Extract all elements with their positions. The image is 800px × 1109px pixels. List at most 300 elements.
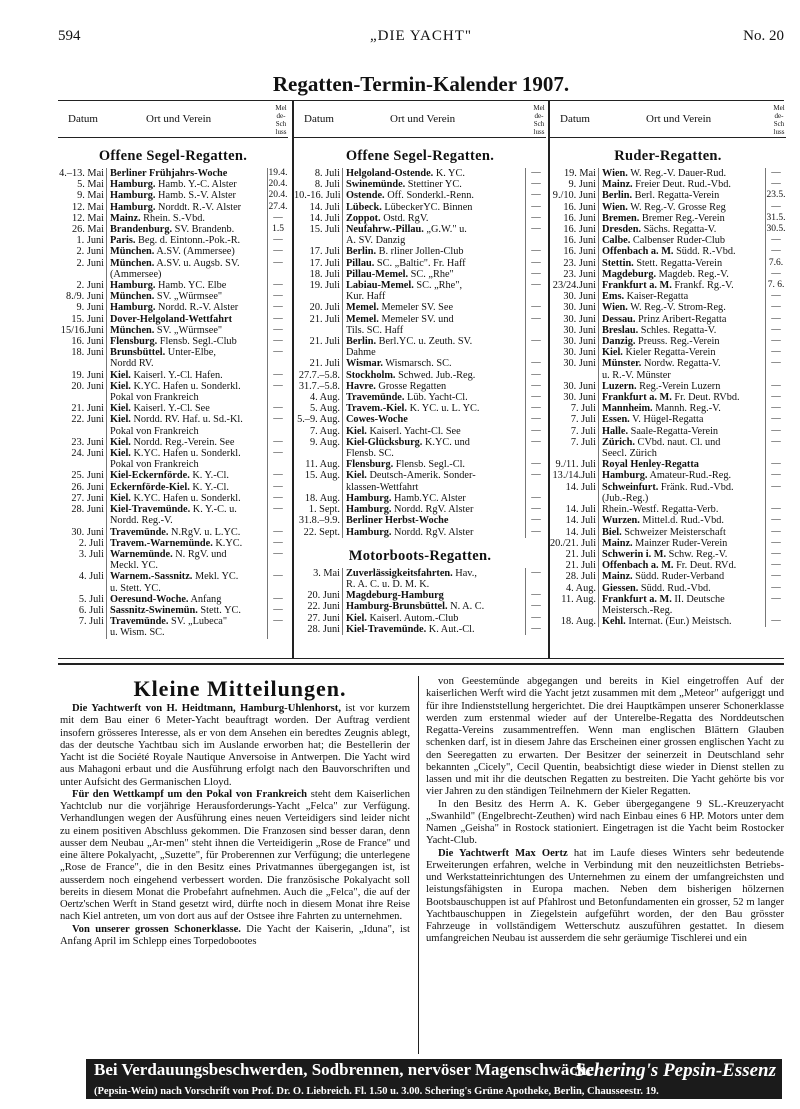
regatta-date: 27. Juni xyxy=(307,612,340,624)
regatta-place: Kiel-Travemünde. xyxy=(110,504,191,516)
regatta-venue xyxy=(598,448,765,459)
regatta-date: 21. Juli xyxy=(565,560,596,572)
regatta-date: 1. Juni xyxy=(76,235,104,247)
regatta-row xyxy=(58,515,288,526)
regatta-venue xyxy=(106,370,267,381)
regatta-venue xyxy=(598,280,765,291)
regatta-place: Kiel-Travemünde. xyxy=(346,623,427,635)
regatta-venue xyxy=(598,605,765,616)
regatta-row xyxy=(550,482,786,493)
regatta-venue xyxy=(342,381,525,392)
regatta-club: K.YC. Hafen u. Sonderkl. xyxy=(130,380,241,392)
regatta-club: Flensb. SC. xyxy=(346,448,394,460)
page-header xyxy=(58,28,784,50)
regatta-date: 16. Juni xyxy=(563,246,596,258)
regatta-club: Nordw. Regatta-V. xyxy=(641,358,721,370)
regatta-club: SC. „Rhe", xyxy=(413,280,463,292)
regatta-venue xyxy=(342,190,525,201)
regatta-row xyxy=(58,314,288,325)
regatta-row xyxy=(294,269,546,280)
regatta-row xyxy=(58,571,288,582)
regatta-date: 12. Mai xyxy=(71,201,104,213)
regatta-club: Freier Deut. Rud.-Vbd. xyxy=(632,179,731,191)
column-header xyxy=(550,101,786,138)
regatta-venue xyxy=(342,613,525,624)
regatta-place: Frankfurt a. M. xyxy=(602,280,672,292)
regatta-date: 5. Aug. xyxy=(309,403,340,415)
regatta-deadline xyxy=(765,448,786,459)
regatta-row xyxy=(294,347,546,358)
regatta-row xyxy=(550,381,786,392)
header-ort: Ort und Verein xyxy=(646,113,712,125)
regatta-row xyxy=(58,403,288,414)
regatta-date: 18. Aug. xyxy=(560,616,596,628)
regatta-venue xyxy=(342,179,525,190)
regatta-deadline: — xyxy=(525,246,546,257)
regatta-venue xyxy=(342,482,525,493)
regatta-deadline: — xyxy=(525,370,546,381)
regatta-club: Seecl. Zürich xyxy=(602,448,657,460)
regatta-club: Frankf. Rg.-V. xyxy=(671,280,734,292)
regatta-date xyxy=(58,426,106,437)
regatta-club: Schweizer Meisterschaft xyxy=(621,526,726,538)
regatta-date: 30. Juni xyxy=(563,302,596,314)
regatta-venue xyxy=(598,358,765,369)
regatta-deadline xyxy=(765,370,786,381)
regatta-club: SV. „Würmsee" xyxy=(154,324,223,336)
regatta-club: Wismarsch. SC. xyxy=(382,358,452,370)
calendar-column xyxy=(58,101,288,658)
regatta-row xyxy=(294,624,546,635)
regatta-row xyxy=(294,437,546,448)
regatta-deadline: — xyxy=(267,235,288,246)
regatta-venue xyxy=(598,560,765,571)
regatta-date: 3. Mai xyxy=(313,567,340,579)
regatta-club: (Ammersee) xyxy=(110,268,162,280)
regatta-deadline: — xyxy=(525,213,546,224)
regatta-row xyxy=(550,302,786,313)
regatta-deadline: — xyxy=(267,538,288,549)
regatta-venue xyxy=(106,190,267,201)
regatta-place: Zoppot. xyxy=(346,212,381,224)
regatta-row xyxy=(550,437,786,448)
regatta-place: Brunsbüttel. xyxy=(110,347,166,359)
article-body: Die Yacht der Kaiserin, „Iduna", ist Anfang April im Schlepp eines Torpedobootes xyxy=(60,923,410,947)
regatta-deadline: — xyxy=(525,358,546,369)
regatta-place: Sassnitz-Swinemün. xyxy=(110,604,198,616)
regatta-place: Calbe. xyxy=(602,235,631,247)
regatta-row xyxy=(294,493,546,504)
regatta-row xyxy=(550,179,786,190)
regatta-club: A.SV. u. Augsb. SV. xyxy=(154,257,240,269)
regatta-date: 16. Juni xyxy=(71,336,104,348)
regatta-deadline: — xyxy=(525,601,546,612)
regatta-deadline: — xyxy=(765,302,786,313)
regatta-date xyxy=(58,459,106,470)
regatta-venue xyxy=(106,426,267,437)
regatta-deadline: — xyxy=(765,459,786,470)
regatta-row xyxy=(58,392,288,403)
regatta-date: 30. Juni xyxy=(563,358,596,370)
regatta-date: 8. Juli xyxy=(314,179,340,191)
regatta-club: Stett. YC. xyxy=(197,604,241,616)
regatta-row xyxy=(294,527,546,538)
regatta-place: Breslau. xyxy=(602,324,639,336)
regatta-row xyxy=(58,504,288,515)
regatta-club: Anfang xyxy=(188,593,222,605)
regatta-place: Paris. xyxy=(110,235,136,247)
header-melde: Melde-Schluss xyxy=(275,104,287,136)
regatta-venue xyxy=(598,571,765,582)
regatta-date: 19. Juli xyxy=(309,280,340,292)
regatta-row xyxy=(550,470,786,481)
regatta-venue xyxy=(106,202,267,213)
regatta-deadline: — xyxy=(765,482,786,493)
regatta-row xyxy=(58,627,288,638)
regatta-venue xyxy=(106,605,267,616)
regatta-venue xyxy=(598,258,765,269)
regatta-date: 26. Juni xyxy=(71,481,104,493)
regatta-club: Pokal von Frankreich xyxy=(110,425,199,437)
regatta-deadline: — xyxy=(525,392,546,403)
regatta-deadline: — xyxy=(525,493,546,504)
regatta-row xyxy=(58,370,288,381)
regatta-row xyxy=(550,336,786,347)
regatta-club: LübeckerYC. Binnen xyxy=(381,201,473,213)
regatta-row xyxy=(294,280,546,291)
regatta-club: Kaiser-Regatta xyxy=(624,291,689,303)
regatta-club: Pokal von Frankreich xyxy=(110,459,199,471)
regatta-venue xyxy=(598,336,765,347)
regatta-place: Kiel-Eckernförde. xyxy=(110,470,190,482)
regatta-date: 23/24.Juni xyxy=(552,280,596,292)
regatta-date: 24. Juni xyxy=(71,448,104,460)
regatta-row xyxy=(58,202,288,213)
regatta-date: 17. Juli xyxy=(309,257,340,269)
regatta-row xyxy=(294,590,546,601)
regatta-club: Memeler SV. See xyxy=(378,302,454,314)
regatta-venue xyxy=(106,414,267,425)
regatta-place: Pillau-Memel. xyxy=(346,268,409,280)
header-datum: Datum xyxy=(68,113,98,125)
regatta-place: Magdeburg. xyxy=(602,268,657,280)
regatta-club: (Jub.-Reg.) xyxy=(602,492,649,504)
regatta-venue xyxy=(342,392,525,403)
regatta-deadline: — xyxy=(267,470,288,481)
regatta-club: Nordd. RgV. Alster xyxy=(391,504,474,516)
regatta-deadline: — xyxy=(525,568,546,579)
regatta-venue xyxy=(106,515,267,526)
regatta-club: Pokal von Frankreich xyxy=(110,392,199,404)
section-title: Ruder-Regatten. xyxy=(614,148,722,164)
regatta-deadline: — xyxy=(765,325,786,336)
regatta-venue xyxy=(598,291,765,302)
regatta-row xyxy=(550,459,786,470)
regatta-date: 9. Juni xyxy=(568,179,596,191)
regatta-date: 11. Aug. xyxy=(561,593,596,605)
regatta-row xyxy=(550,246,786,257)
regatta-place: Lübeck. xyxy=(346,201,382,213)
regatta-venue xyxy=(106,291,267,302)
regatta-row xyxy=(294,482,546,493)
regatta-place: Kiel. xyxy=(110,414,131,426)
regatta-venue xyxy=(342,291,525,302)
header-ort: Ort und Verein xyxy=(146,113,212,125)
regatta-place: Brandenburg. xyxy=(110,224,173,236)
regatta-deadline: — xyxy=(765,549,786,560)
regatta-date: 16. Juni xyxy=(563,201,596,213)
regatta-deadline: — xyxy=(267,448,288,459)
mitteilungen-left-column xyxy=(60,703,410,948)
regatta-club: R. A. C. u. D. M. K. xyxy=(346,578,430,590)
regatta-place: Hamburg. xyxy=(110,302,156,314)
regatta-club: K. YC. xyxy=(433,168,465,179)
regatta-row xyxy=(58,291,288,302)
regatta-place: Flensburg. xyxy=(110,336,158,348)
regatta-row xyxy=(58,560,288,571)
regatta-place: Kiel-Glücksburg. xyxy=(346,436,423,448)
regatta-venue xyxy=(342,347,525,358)
regatta-date: 23. Juni xyxy=(563,268,596,280)
regatta-place: Kiel. xyxy=(110,448,131,460)
regatta-date: 7. Juli xyxy=(570,414,596,426)
regatta-date: 21. Juli xyxy=(565,548,596,560)
article-body: In den Besitz des Herrn A. K. Geber übergegangene 9 SL.-Kreuzeryacht „Swanhild" (Engelbrecht-Zeuthen) wird nach Einbau eines 6 HP. Motors unter dem Namen „Geisha" in Rostock stationiert. Eingetragen ist die Yacht beim Rostocker Yacht-Club. xyxy=(426,798,784,847)
regatta-place: Luzern. xyxy=(602,380,637,392)
regatta-deadline: — xyxy=(765,426,786,437)
ad-headline: Bei Verdauungsbeschwerden, Sodbrennen, nervöser Magenschwäche xyxy=(94,1060,594,1079)
regatta-place: Neufahrw.-Pillau. xyxy=(346,224,424,236)
article-paragraph xyxy=(60,789,410,924)
regatta-venue xyxy=(342,314,525,325)
regatta-date: 27.7.–5.8. xyxy=(298,369,340,381)
regatta-deadline: 19.4. xyxy=(268,168,288,178)
regatta-club: Internat. (Eur.) Meistsch. xyxy=(625,616,732,628)
regatta-deadline: — xyxy=(765,202,786,213)
regatta-deadline: — xyxy=(765,437,786,448)
regatta-deadline xyxy=(525,448,546,459)
regatta-venue xyxy=(598,302,765,313)
regatta-deadline: — xyxy=(525,504,546,515)
regatta-club: K. Aut.-Cl. xyxy=(426,623,475,635)
regatta-deadline: — xyxy=(525,403,546,414)
regatta-deadline: — xyxy=(765,269,786,280)
regatta-venue xyxy=(106,235,267,246)
regatta-venue xyxy=(342,426,525,437)
page-number: 594 xyxy=(58,28,81,44)
regatta-deadline xyxy=(267,426,288,437)
regatta-venue xyxy=(342,493,525,504)
regatta-place: Giessen. xyxy=(602,582,639,594)
regatta-deadline: — xyxy=(525,336,546,347)
regatta-place: Kiel. xyxy=(110,492,131,504)
regatta-place: Offenbach a. M. xyxy=(602,246,674,258)
header-melde: Melde-Schluss xyxy=(773,104,785,136)
regatta-date: 23. Juni xyxy=(71,436,104,448)
regatta-place: München. xyxy=(110,291,155,303)
regatta-club: „G.W." u. xyxy=(423,224,467,236)
regatta-club: Hamb. YC. Elbe xyxy=(155,280,227,292)
regatta-row xyxy=(58,358,288,369)
regatta-deadline: — xyxy=(765,616,786,627)
regatta-place: Mannheim. xyxy=(602,403,653,415)
regatta-venue xyxy=(342,515,525,526)
regatta-date xyxy=(58,560,106,571)
regatta-deadline xyxy=(267,392,288,403)
regatta-place: Travem.-Warnemünde. xyxy=(110,537,213,549)
regatta-deadline xyxy=(267,515,288,526)
regatta-deadline xyxy=(267,459,288,470)
regatta-place: Frankfurt a. M. xyxy=(602,392,672,404)
regatta-row xyxy=(58,336,288,347)
regatta-club: Fr. Deut. RVbd. xyxy=(671,392,740,404)
regatta-deadline: — xyxy=(267,314,288,325)
regatta-venue xyxy=(342,590,525,601)
regatta-date: 14. Juli xyxy=(309,201,340,213)
regatta-club: Dahme xyxy=(346,347,376,359)
regatta-deadline: — xyxy=(267,280,288,291)
article-body: hat im Laufe dieses Winters sehr bedeutende Erweiterungen erfahren, welche in Verbindung mit den neuzeitlichsten Betriebs- und Werkstatteinrichtungen des Unternehmen zu einem der umfangreichsten und leistungsfähigsten in Europa machen. Neben dem bisherigen hölzernen Bootsbauschuppen ist auf Pfahlrost und Betonfundamenten ein grosser, 52 m langer Yachtbauschuppen in Ziegelstein aufgeführt worden, der den Bau grösster Fahrzeuge in vollständigem Wetterschutz auszuführen gestattet. In diesem umfangreichen Neubau ist ausserdem die sehr geräumige Tischlerei und ein xyxy=(426,847,784,945)
regatta-row xyxy=(550,515,786,526)
regatta-club: Mannh. Reg.-V. xyxy=(652,403,721,415)
article-paragraph xyxy=(426,799,784,848)
regatta-deadline: — xyxy=(525,527,546,538)
regatta-venue xyxy=(598,179,765,190)
regatta-venue xyxy=(598,213,765,224)
regatta-row xyxy=(550,583,786,594)
regatta-row xyxy=(294,291,546,302)
regatta-venue xyxy=(106,470,267,481)
regatta-row xyxy=(550,358,786,369)
regatta-club: u. Wism. SC. xyxy=(110,627,165,639)
section-title: Offene Segel-Regatten. xyxy=(98,148,248,164)
regatta-venue xyxy=(598,583,765,594)
regatta-date: 21. Juli xyxy=(309,358,340,370)
regatta-row xyxy=(294,370,546,381)
regatta-club: Rhein.-Westf. Regatta-Verb. xyxy=(602,504,719,516)
regatta-venue xyxy=(598,538,765,549)
regatta-venue xyxy=(106,246,267,257)
regatta-club: Hamb.YC. Alster xyxy=(391,492,466,504)
regatta-deadline: — xyxy=(765,381,786,392)
regatta-date xyxy=(550,493,598,504)
regatta-deadline: — xyxy=(525,470,546,481)
regatta-date: 17. Juli xyxy=(309,246,340,258)
regatta-deadline: — xyxy=(267,527,288,538)
regatta-row xyxy=(58,616,288,627)
regatta-club: Südd. R.-Vbd. xyxy=(673,246,736,258)
ad-details: (Pepsin-Wein) nach Vorschrift von Prof. Dr. O. Liebreich. Fl. 1.50 u. 3.00. Schering's Grüne Apotheke, Berlin, Chausseestr. 19. xyxy=(94,1086,659,1097)
regatta-place: Dover-Helgoland-Wettfahrt xyxy=(110,313,233,325)
regatta-deadline: — xyxy=(765,583,786,594)
regatta-venue xyxy=(598,527,765,538)
regatta-row xyxy=(550,504,786,515)
column-body xyxy=(294,148,546,635)
regatta-date: 16. Juni xyxy=(563,235,596,247)
regatta-place: Cowes-Woche xyxy=(346,414,408,426)
regatta-club: Hamb. S.-V. Alster xyxy=(155,190,236,202)
regatta-date: 19. Juni xyxy=(71,369,104,381)
regatta-deadline: — xyxy=(267,414,288,425)
regatta-row xyxy=(550,325,786,336)
regatta-row xyxy=(294,515,546,526)
regatta-venue xyxy=(342,601,525,612)
regatta-date: 1. Sept. xyxy=(308,504,340,516)
article-body: steht dem Kaiserlichen Yachtclub nur die vorjährige Herausforderungs-Yacht „Felca" zur Verfügung. Verhandlungen wegen der Ausführung eines neuen Verteidigers sind leider nicht zu einem positiven Abschluss gekommen. Die Franzosen sind besser daran, denn ausser dem Neubau „Ar-men" steht ihnen die Verteidigerin „Rose de France" und eine ältere Pokalyacht, „Suzette", für Proberennen zur Verfügung; die unterlegene „Rose de France", die in den Besitz eines Privatmannes übergegangen ist, ist ausserdem noch eingehend verbessert worden. Die französische Pokalyacht soll bereits in diesem Monat die Probefahrt aufnehmen. Auch die „Felca", die auf der Oertz'schen Werft in Stand gesetzt wird, dürfte noch in diesem Monat ihre Reise nach Kiel antreten, um von dort aus auf der Ostsee ihre Fahrten zu unternehmen. xyxy=(60,788,411,923)
regatta-deadline: — xyxy=(525,515,546,526)
regatta-date: 9. Juni xyxy=(76,302,104,314)
regatta-date: 23. Juni xyxy=(563,257,596,269)
regatta-club: Saale-Regatta-Verein xyxy=(628,425,719,437)
regatta-place: Oeresund-Woche. xyxy=(110,593,189,605)
regatta-place: Kiel. xyxy=(346,470,367,482)
regatta-place: Kiel. xyxy=(346,612,367,624)
regatta-deadline xyxy=(267,560,288,571)
regatta-place: Travemünde. xyxy=(110,526,169,538)
regatta-place: Hamburg. xyxy=(110,280,156,292)
regatta-date: 30. Juni xyxy=(563,380,596,392)
regatta-date: 9. Mai xyxy=(77,190,104,202)
regatta-row xyxy=(294,235,546,246)
regatta-place: Dresden. xyxy=(602,224,641,236)
regatta-place: Mainz. xyxy=(602,537,633,549)
regatta-place: Pillau. xyxy=(346,257,375,269)
header-datum: Datum xyxy=(304,113,334,125)
regatta-club: K.YC. und xyxy=(422,436,470,448)
regatta-deadline xyxy=(525,291,546,302)
regatta-place: Helgoland-Ostende. xyxy=(346,168,434,179)
regatta-place: Schwerin i. M. xyxy=(602,548,667,560)
regatta-row xyxy=(294,392,546,403)
section-divider xyxy=(58,663,784,665)
regatta-row xyxy=(294,213,546,224)
regatta-row xyxy=(294,336,546,347)
column-body xyxy=(550,148,786,627)
regatta-venue xyxy=(598,246,765,257)
regatta-club: Norddt. R.-V. Alster xyxy=(155,201,242,213)
regatta-deadline xyxy=(525,235,546,246)
regatta-date: 9./11. Juli xyxy=(555,459,596,471)
regatta-date: 30. Juni xyxy=(563,291,596,303)
regatta-club: K. YC. u. L. YC. xyxy=(407,403,480,415)
regatta-date: 21. Juli xyxy=(309,313,340,325)
regatta-date: 30. Juni xyxy=(563,313,596,325)
regatta-date: 22. Sept. xyxy=(303,526,340,538)
regatta-club: Sächs. Regatta-V. xyxy=(641,224,717,236)
regatta-date: 10.-16. Juli xyxy=(294,190,341,202)
regatta-row xyxy=(58,381,288,392)
regatta-place: Offenbach a. M. xyxy=(602,560,674,572)
regatta-club: Rhein. S.-Vbd. xyxy=(140,212,205,224)
regatta-row xyxy=(550,538,786,549)
regatta-deadline: — xyxy=(267,370,288,381)
article-paragraph xyxy=(60,703,410,789)
header-datum: Datum xyxy=(560,113,590,125)
regatta-place: Hamburg-Brunsbüttel. xyxy=(346,601,448,613)
article-paragraph xyxy=(60,924,410,949)
calendar-title: Regatten-Termin-Kalender 1907. xyxy=(272,72,570,96)
regatta-row xyxy=(294,358,546,369)
regatta-venue xyxy=(598,370,765,381)
regatta-date: 2. Juni xyxy=(76,280,104,292)
article-paragraph xyxy=(426,676,784,799)
regatta-deadline: — xyxy=(525,202,546,213)
regatta-date xyxy=(550,370,598,381)
regatta-place: Eckernförde-Kiel. xyxy=(110,481,190,493)
regatta-date xyxy=(294,325,342,336)
regatta-deadline: — xyxy=(267,213,288,224)
regatta-place: Magdeburg-Hamburg xyxy=(346,590,444,602)
